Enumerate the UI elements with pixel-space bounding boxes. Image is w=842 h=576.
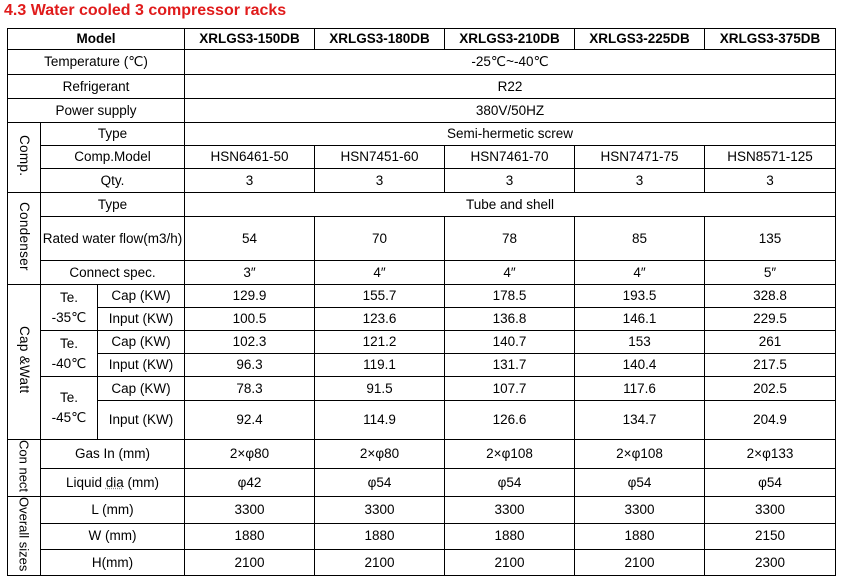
comp-model-cell: HSN6461-50 <box>185 146 315 169</box>
input-label: Input (KW) <box>98 308 185 331</box>
power-supply-label: Power supply <box>8 99 185 123</box>
connect-spec-cell: 4″ <box>315 261 445 285</box>
cap40-row <box>8 331 836 354</box>
cap40-cell: 140.7 <box>445 331 575 354</box>
condenser-type-label: Type <box>41 193 185 217</box>
input45-cell: 92.4 <box>185 401 315 440</box>
width-cell: 1880 <box>575 523 705 549</box>
width-row <box>8 523 836 549</box>
cap45-cell: 117.6 <box>575 377 705 401</box>
comp-group-label <box>8 123 41 193</box>
input40-cell: 119.1 <box>315 354 445 377</box>
cap-label: Cap (KW) <box>98 377 185 401</box>
length-cell: 3300 <box>705 497 836 524</box>
comp-model-cell: HSN7451-60 <box>315 146 445 169</box>
rated-flow-cell: 78 <box>445 217 575 261</box>
input35-cell: 229.5 <box>705 308 836 331</box>
te40-label: Te. -40℃ <box>41 331 98 377</box>
connect-spec-cell: 4″ <box>445 261 575 285</box>
qty-cell: 3 <box>575 169 705 193</box>
cap35-cell: 193.5 <box>575 285 705 308</box>
temperature-value: -25℃~-40℃ <box>185 50 836 75</box>
refrigerant-row <box>8 75 836 99</box>
capwatt-group-text: Cap &Watt <box>17 326 32 394</box>
gas-in-cell: 2×φ80 <box>315 440 445 469</box>
connect-spec-label: Connect spec. <box>41 261 185 285</box>
temperature-row <box>8 50 836 75</box>
cap45-cell: 107.7 <box>445 377 575 401</box>
cap-label: Cap (KW) <box>98 331 185 354</box>
connect-spec-cell: 5″ <box>705 261 836 285</box>
te45-label: Te. -45℃ <box>41 377 98 440</box>
model-cell: XRLGS3-150DB <box>185 29 315 50</box>
model-cell: XRLGS3-375DB <box>705 29 836 50</box>
condenser-group-text: Condenser <box>17 202 32 271</box>
rated-flow-cell: 54 <box>185 217 315 261</box>
input40-cell: 217.5 <box>705 354 836 377</box>
input45-cell: 126.6 <box>445 401 575 440</box>
width-cell: 1880 <box>445 523 575 549</box>
refrigerant-label: Refrigerant <box>8 75 185 99</box>
input45-row <box>8 401 836 440</box>
model-row <box>8 29 836 50</box>
gas-in-cell: 2×φ133 <box>705 440 836 469</box>
input45-cell: 134.7 <box>575 401 705 440</box>
rated-flow-cell: 85 <box>575 217 705 261</box>
liquid-row <box>8 469 836 497</box>
input40-cell: 140.4 <box>575 354 705 377</box>
length-label: L (mm) <box>41 497 185 524</box>
gas-in-cell: 2×φ108 <box>445 440 575 469</box>
cap-label: Cap (KW) <box>98 285 185 308</box>
cap45-cell: 78.3 <box>185 377 315 401</box>
comp-model-row <box>8 146 836 169</box>
length-cell: 3300 <box>445 497 575 524</box>
comp-type-label: Type <box>41 123 185 146</box>
cap45-row <box>8 377 836 401</box>
cap35-cell: 328.8 <box>705 285 836 308</box>
liquid-label-dia: dia <box>105 474 124 490</box>
power-supply-row <box>8 99 836 123</box>
length-row <box>8 497 836 524</box>
height-cell: 2100 <box>445 549 575 576</box>
connect-group-text: Con nect <box>16 440 32 493</box>
liquid-cell: φ54 <box>445 469 575 497</box>
comp-group-text: Comp. <box>17 134 32 177</box>
input45-cell: 204.9 <box>705 401 836 440</box>
comp-type-row <box>8 123 836 146</box>
connect-spec-cell: 3″ <box>185 261 315 285</box>
height-cell: 2100 <box>315 549 445 576</box>
cap40-cell: 102.3 <box>185 331 315 354</box>
cap40-cell: 153 <box>575 331 705 354</box>
length-cell: 3300 <box>315 497 445 524</box>
qty-row <box>8 169 836 193</box>
comp-model-cell: HSN7471-75 <box>575 146 705 169</box>
width-cell: 1880 <box>315 523 445 549</box>
overall-group-text: Overall sizes <box>16 497 32 572</box>
qty-cell: 3 <box>445 169 575 193</box>
height-cell: 2100 <box>575 549 705 576</box>
width-label: W (mm) <box>41 523 185 549</box>
liquid-cell: φ54 <box>315 469 445 497</box>
liquid-label-post: (mm) <box>123 474 160 490</box>
model-label: Model <box>8 29 185 50</box>
power-supply-value: 380V/50HZ <box>185 99 836 123</box>
rated-flow-row <box>8 217 836 261</box>
rated-flow-label: Rated water flow(m3/h) <box>41 217 185 261</box>
input35-cell: 100.5 <box>185 308 315 331</box>
input35-row <box>8 308 836 331</box>
overall-group-label <box>8 497 41 576</box>
input40-cell: 96.3 <box>185 354 315 377</box>
width-cell: 2150 <box>705 523 836 549</box>
refrigerant-value: R22 <box>185 75 836 99</box>
input40-cell: 131.7 <box>445 354 575 377</box>
input35-cell: 123.6 <box>315 308 445 331</box>
qty-cell: 3 <box>185 169 315 193</box>
condenser-type-row <box>8 193 836 217</box>
input40-row <box>8 354 836 377</box>
cap35-row <box>8 285 836 308</box>
te35-label: Te. -35℃ <box>41 285 98 331</box>
liquid-cell: φ54 <box>575 469 705 497</box>
comp-model-cell: HSN7461-70 <box>445 146 575 169</box>
connect-group-label <box>8 440 41 497</box>
model-cell: XRLGS3-210DB <box>445 29 575 50</box>
qty-label: Qty. <box>41 169 185 193</box>
input45-cell: 114.9 <box>315 401 445 440</box>
qty-cell: 3 <box>705 169 836 193</box>
rated-flow-cell: 135 <box>705 217 836 261</box>
input35-cell: 146.1 <box>575 308 705 331</box>
condenser-group-label <box>8 193 41 285</box>
height-cell: 2300 <box>705 549 836 576</box>
connect-spec-row <box>8 261 836 285</box>
qty-cell: 3 <box>315 169 445 193</box>
height-row <box>8 549 836 576</box>
comp-model-label: Comp.Model <box>41 146 185 169</box>
cap45-cell: 202.5 <box>705 377 836 401</box>
gas-in-cell: 2×φ80 <box>185 440 315 469</box>
liquid-cell: φ42 <box>185 469 315 497</box>
height-label: H(mm) <box>41 549 185 576</box>
width-cell: 1880 <box>185 523 315 549</box>
connect-spec-cell: 4″ <box>575 261 705 285</box>
condenser-type-value: Tube and shell <box>185 193 836 217</box>
gas-in-cell: 2×φ108 <box>575 440 705 469</box>
length-cell: 3300 <box>185 497 315 524</box>
spec-table <box>7 28 836 576</box>
model-cell: XRLGS3-180DB <box>315 29 445 50</box>
length-cell: 3300 <box>575 497 705 524</box>
comp-type-value: Semi-hermetic screw <box>185 123 836 146</box>
temperature-label: Temperature (℃) <box>8 50 185 75</box>
input35-cell: 136.8 <box>445 308 575 331</box>
capwatt-group-label <box>8 285 41 440</box>
height-cell: 2100 <box>185 549 315 576</box>
comp-model-cell: HSN8571-125 <box>705 146 836 169</box>
cap40-cell: 261 <box>705 331 836 354</box>
cap35-cell: 178.5 <box>445 285 575 308</box>
cap35-cell: 155.7 <box>315 285 445 308</box>
gas-in-label: Gas In (mm) <box>41 440 185 469</box>
input-label: Input (KW) <box>98 354 185 377</box>
model-cell: XRLGS3-225DB <box>575 29 705 50</box>
liquid-cell: φ54 <box>705 469 836 497</box>
liquid-label <box>41 469 185 497</box>
liquid-label-pre: Liquid <box>65 474 106 490</box>
gas-in-row <box>8 440 836 469</box>
cap35-cell: 129.9 <box>185 285 315 308</box>
input-label: Input (KW) <box>98 401 185 440</box>
rated-flow-cell: 70 <box>315 217 445 261</box>
cap45-cell: 91.5 <box>315 377 445 401</box>
page-title: 4.3 Water cooled 3 compressor racks <box>4 2 287 19</box>
cap40-cell: 121.2 <box>315 331 445 354</box>
